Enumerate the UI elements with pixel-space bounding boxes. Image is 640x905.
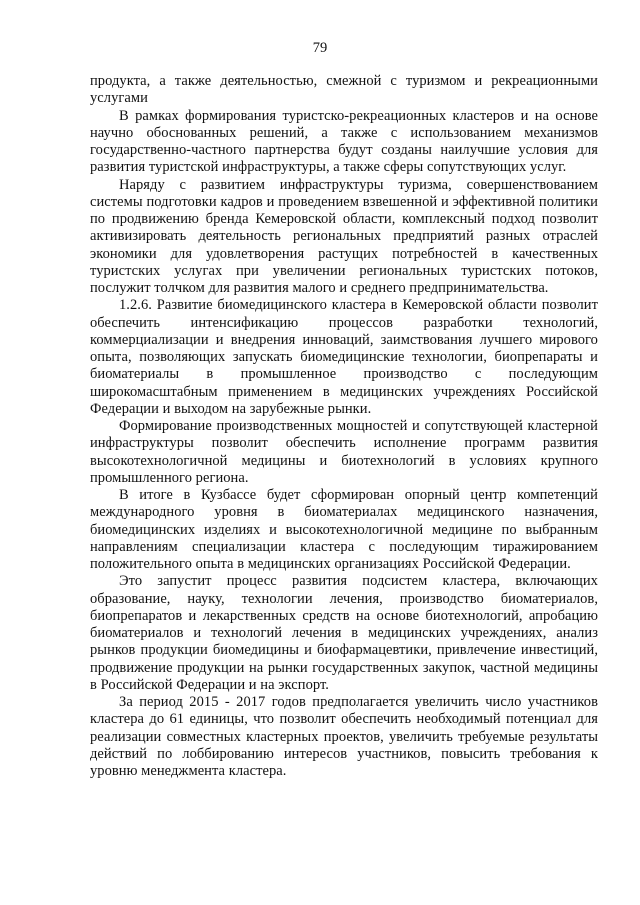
document-body bbox=[90, 73, 598, 780]
page-number: 79 bbox=[312, 40, 328, 56]
paragraph-tourism-infrastructure: Наряду с развитием инфраструктуры туризма, совершенствованием системы подготовки кадров и проведением взвешенной и эффективной политики по продвижению бренда Кемеровской области, комплексный подход позволит активизировать деятельность региональных предприятий разных отраслей экономики для удовлетворения растущих потребностей в качественных туристских услугах при увеличении региональных туристских потоков, послужит толчком для развития малого и среднего предпринимательства. bbox=[90, 176, 598, 296]
paragraph-competence-center: В итоге в Кузбассе будет сформирован опорный центр компетенций международного уровня в биоматериалах медицинского назначения, биомедицинских изделиях и высокотехнологичной медицине по выбранным направлениям специализации кластера с последующим тиражированием положительного опыта в медицинских организациях Российской Федерации. bbox=[90, 487, 598, 572]
paragraph-participants: За период 2015 - 2017 годов предполагается увеличить число участников кластера до 61 единицы, что позволит обеспечить необходимый потенциал для реализации совместных кластерных проектов, увеличить требуемые результаты действий по лоббированию интересов участников, повысить требования к уровню менеджмента кластера. bbox=[90, 694, 598, 779]
paragraph-continuation: продукта, а также деятельностью, смежной с туризмом и рекреационными услугами bbox=[90, 73, 598, 107]
paragraph-biomedical-cluster: 1.2.6. Развитие биомедицинского кластера в Кемеровской области позволит обеспечить интенсификацию процессов разработки технологий, коммерциализации и внедрения инноваций, заимствования лучшего мирового опыта, позволяющих запускать биомедицинские технологии, биопрепараты и биоматериалы в промышленное производство с последующим широкомасштабным применением в медицинских учреждениях Российской Федерации и выходом на зарубежные рынки. bbox=[90, 297, 598, 417]
paragraph-subsystems: Это запустит процесс развития подсистем кластера, включающих образование, науку, технологии лечения, производство биоматериалов, биопрепаратов и лекарственных средств на основе биотехнологий, апробацию биоматериалов и технологий лечения в медицинских учреждениях, анализ рынков продукции биомедицины и биофармацевтики, привлечение инвестиций, продвижение продукции на рынки государственных закупок, частной медицины в Российской Федерации и на экспорт. bbox=[90, 573, 598, 693]
paragraph-tourism-clusters: В рамках формирования туристско-рекреационных кластеров и на основе научно обоснованных решений, а также с использованием механизмов государственно-частного партнерства будут созданы наилучшие условия для развития туристской инфраструктуры, а также сферы сопутствующих услуг. bbox=[90, 107, 598, 176]
paragraph-production-capacity: Формирование производственных мощностей и сопутствующей кластерной инфраструктуры позволит обеспечить исполнение программ развития высокотехнологичной медицины и биотехнологий в условиях крупного промышленного региона. bbox=[90, 418, 598, 486]
